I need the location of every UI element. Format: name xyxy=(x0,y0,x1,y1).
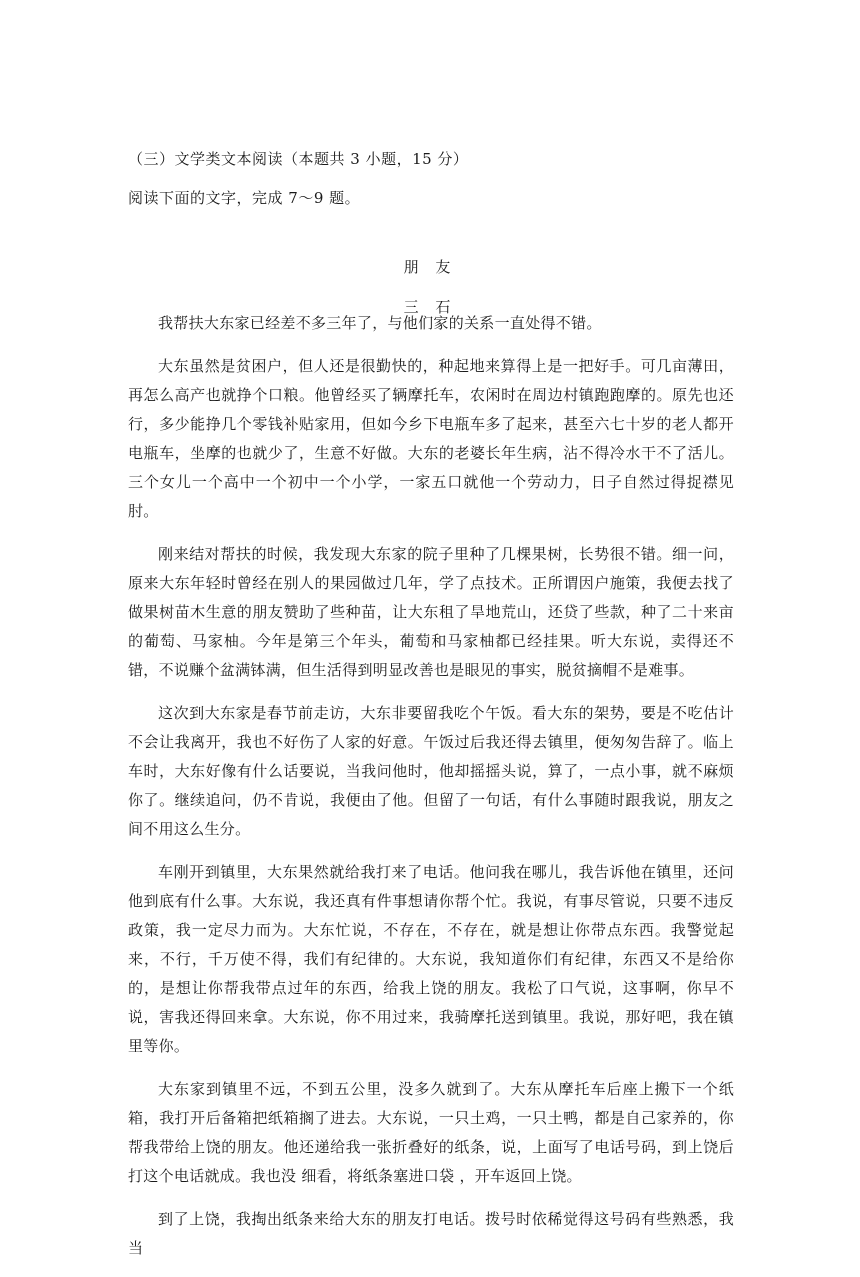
story-title: 朋 友 xyxy=(403,258,457,276)
paragraph: 刚来结对帮扶的时候，我发现大东家的院子里种了几棵果树，长势很不错。细一问，原来大东年轻时曾经在别人的果园做过几年，学了点技术。正所谓因户施策，我便去找了做果树苗木生意的朋友赞助了些种苗，让大东租了旱地荒山，还贷了些款，种了二十来亩的葡萄、马家柚。今年是第三个年头，葡萄和马家柚都已经挂果。听大东说，卖得还不错，不说赚个盆满钵满，但生活得到明显改善也是眼见的事实，脱贫摘帽不是难事。 xyxy=(128,545,734,679)
paragraph: 到了上饶，我掏出纸条来给大东的朋友打电话。拨号时依稀觉得这号码有些熟悉，我当 xyxy=(128,1210,734,1257)
paragraph: 大东虽然是贫困户，但人还是很勤快的，种起地来算得上是一把好手。可几亩薄田，再怎么高产也就挣个口粮。他曾经买了辆摩托车，农闲时在周边村镇跑跑摩的。原先也还行，多少能挣几个零钱补贴家用，但如今乡下电瓶车多了起来，甚至六七十岁的老人都开电瓶车，坐摩的也就少了，生意不好做。大东的老婆长年生病，沾不得冷水干不了活儿。三个女儿一个高中一个初中一个小学，一家五口就他一个劳动力，日子自然过得捉襟见肘。 xyxy=(128,357,734,520)
paragraph: 这次到大东家是春节前走访，大东非要留我吃个午饭。看大东的架势，要是不吃估计不会让我离开，我也不好伤了人家的好意。午饭过后我还得去镇里，便匆匆告辞了。临上车时，大东好像有什么话要说，当我问他时，他却摇摇头说，算了，一点小事，就不麻烦你了。继续追问，仍不肯说，我便由了他。但留了一句话，有什么事随时跟我说，朋友之间不用这么生分。 xyxy=(128,704,734,838)
paragraph: 车刚开到镇里，大东果然就给我打来了电话。他问我在哪儿，我告诉他在镇里，还问他到底有什么事。大东说，我还真有件事想请你帮个忙。我说，有事尽管说，只要不违反政策，我一定尽力而为。大东忙说，不存在，不存在，就是想让你带点东西。我警觉起来，不行，千万使不得，我们有纪律的。大东说，我知道你们有纪律，东西又不是给你的，是想让你帮我带点过年的东西，给我上饶的朋友。我松了口气说，这事啊，你早不说，害我还得回来拿。大东说，你不用过来，我骑摩托送到镇里。我说，那好吧，我在镇里等你。 xyxy=(128,863,734,1055)
story-author: 三 石 xyxy=(403,298,457,316)
reading-instruction: 阅读下面的文字，完成 7～9 题。 xyxy=(128,189,361,207)
paragraph: 我帮扶大东家已经差不多三年了，与他们家的关系一直处得不错。 xyxy=(158,314,602,332)
paragraph: 大东家到镇里不远，不到五公里，没多久就到了。大东从摩托车后座上搬下一个纸箱，我打开后备箱把纸箱搁了进去。大东说，一只土鸡，一只土鸭，都是自己家养的，你帮我带给上饶的朋友。他还递给我一张折叠好的纸条，说，上面写了电话号码，到上饶后打这个电话就成。我也没 细看，将纸条塞进口袋 ，开车返回上饶。 xyxy=(128,1080,734,1185)
section-header: （三）文学类文本阅读（本题共 3 小题，15 分） xyxy=(128,150,469,168)
story-body xyxy=(128,309,734,1277)
